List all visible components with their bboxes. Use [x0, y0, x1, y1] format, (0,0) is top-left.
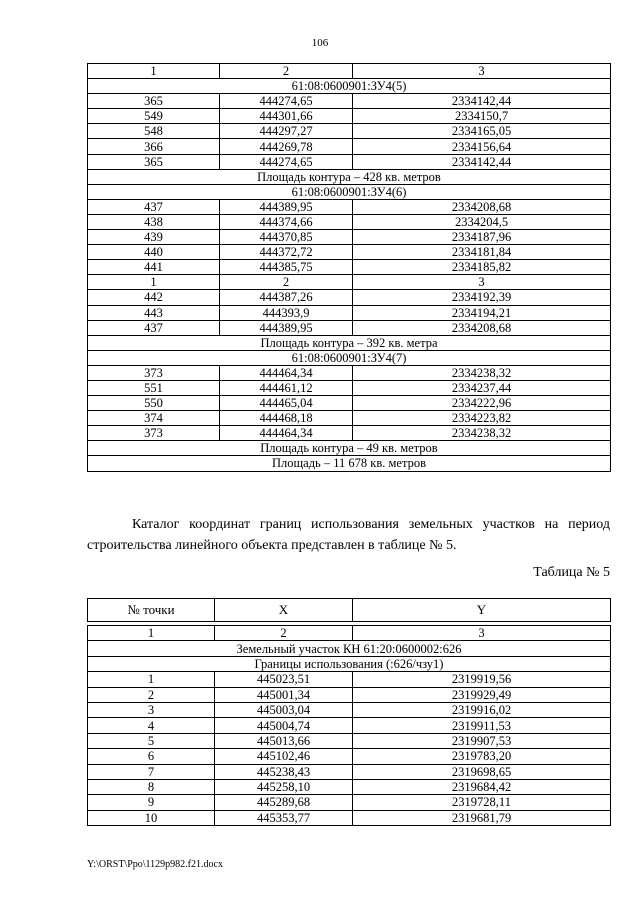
catalog-paragraph: Каталог координат границ использования земельных участков на период строительства линейного объекта представлен в таблице № 5. — [87, 517, 610, 553]
table1-x-coordinate: 444274,65 — [220, 154, 353, 169]
table1-row — [88, 245, 611, 260]
page-number: 106 — [311, 37, 329, 49]
table1-y-coordinate: 2334185,82 — [353, 260, 611, 275]
table1-y-coordinate: 2334142,44 — [353, 94, 611, 109]
table1-x-coordinate: 444372,72 — [220, 245, 353, 260]
table1-y-coordinate: 3 — [353, 275, 611, 290]
table1-row — [88, 154, 611, 169]
table1-point-number: 374 — [88, 411, 220, 426]
table1-section-row — [88, 441, 611, 456]
table1-point-number: 549 — [88, 109, 220, 124]
table1-y-coordinate: 2334194,21 — [353, 305, 611, 320]
table5-row — [88, 672, 611, 687]
table5-y-coordinate: 2319783,20 — [353, 749, 611, 764]
table1-row — [88, 305, 611, 320]
table1-x-coordinate: 444464,34 — [220, 426, 353, 441]
table1-row — [88, 320, 611, 335]
table5-header-cell: 1 — [88, 626, 215, 641]
table5-y-coordinate: 2319684,42 — [353, 779, 611, 794]
table5-point-number: 1 — [88, 672, 215, 687]
table5-body — [88, 626, 611, 826]
table1-row — [88, 124, 611, 139]
table5-row — [88, 810, 611, 825]
table5-y-coordinate: 2319911,53 — [353, 718, 611, 733]
table1-point-number: 373 — [88, 426, 220, 441]
table1-header-row — [88, 64, 611, 79]
table1-row — [88, 290, 611, 305]
table5-point-number: 10 — [88, 810, 215, 825]
table1-y-coordinate: 2334165,05 — [353, 124, 611, 139]
table1-point-number: 551 — [88, 380, 220, 395]
table1-row — [88, 260, 611, 275]
table5-point-number: 5 — [88, 733, 215, 748]
table5-row — [88, 702, 611, 717]
table1-row — [88, 426, 611, 441]
table1-x-coordinate: 444274,65 — [220, 94, 353, 109]
table5-x-coordinate: 445289,68 — [215, 795, 353, 810]
table5-header-row — [88, 626, 611, 641]
table1-y-coordinate: 2334208,68 — [353, 199, 611, 214]
table5-row — [88, 764, 611, 779]
table1-section-label: 61:08:0600901:ЗУ4(5) — [88, 79, 611, 94]
coordinates-table-continued — [87, 63, 611, 472]
table1-section-row — [88, 350, 611, 365]
table1-section-label: 61:08:0600901:ЗУ4(7) — [88, 350, 611, 365]
table1-header-cell: 2 — [220, 64, 353, 79]
table1-row — [88, 396, 611, 411]
table1-x-coordinate: 444387,26 — [220, 290, 353, 305]
table1-point-number: 443 — [88, 305, 220, 320]
table1-row — [88, 94, 611, 109]
table1-point-number: 365 — [88, 94, 220, 109]
table1-section-label: Площадь – 11 678 кв. метров — [88, 456, 611, 471]
table1-x-coordinate: 444393,9 — [220, 305, 353, 320]
table5-y-coordinate: 2319907,53 — [353, 733, 611, 748]
table1-body — [88, 64, 611, 472]
table5-x-coordinate: 445001,34 — [215, 687, 353, 702]
table5-point-number: 6 — [88, 749, 215, 764]
table5-row — [88, 718, 611, 733]
column-header-point-number: № точки — [88, 599, 215, 622]
table1-section-label: Площадь контура – 49 кв. метров — [88, 441, 611, 456]
table1-y-coordinate: 2334208,68 — [353, 320, 611, 335]
table1-y-coordinate: 2334142,44 — [353, 154, 611, 169]
table5-y-coordinate: 2319698,65 — [353, 764, 611, 779]
table5-row — [88, 749, 611, 764]
table1-point-number: 438 — [88, 214, 220, 229]
table1-y-coordinate: 2334238,32 — [353, 426, 611, 441]
table5-column-header-row — [88, 599, 611, 622]
table5-row — [88, 795, 611, 810]
table1-row — [88, 365, 611, 380]
table1-header-cell: 3 — [353, 64, 611, 79]
table1-point-number: 437 — [88, 199, 220, 214]
table5-point-number: 2 — [88, 687, 215, 702]
table1-point-number: 441 — [88, 260, 220, 275]
table5-y-coordinate: 2319919,56 — [353, 672, 611, 687]
table1-section-label: Площадь контура – 428 кв. метров — [88, 169, 611, 184]
table5-column-headers — [87, 598, 611, 622]
table5-point-number: 3 — [88, 702, 215, 717]
table1-section-row — [88, 184, 611, 199]
table1-x-coordinate: 444389,95 — [220, 320, 353, 335]
column-header-y: Y — [353, 599, 611, 622]
table5-header-cell: 3 — [353, 626, 611, 641]
table1-x-coordinate: 444301,66 — [220, 109, 353, 124]
table1-x-coordinate: 444374,66 — [220, 214, 353, 229]
table1-row — [88, 214, 611, 229]
table1-x-coordinate: 444461,12 — [220, 380, 353, 395]
table1-point-number: 550 — [88, 396, 220, 411]
table1-y-coordinate: 2334181,84 — [353, 245, 611, 260]
footer-file-path: Y:\ORST\Ppo\1129p982.f21.docx — [87, 859, 223, 870]
table1-x-coordinate: 2 — [220, 275, 353, 290]
table1-x-coordinate: 444370,85 — [220, 230, 353, 245]
table1-y-coordinate: 2334204,5 — [353, 214, 611, 229]
table5-x-coordinate: 445013,66 — [215, 733, 353, 748]
table5-x-coordinate: 445353,77 — [215, 810, 353, 825]
table5-x-coordinate: 445238,43 — [215, 764, 353, 779]
table1-section-row — [88, 456, 611, 471]
table5-point-number: 4 — [88, 718, 215, 733]
table1-x-coordinate: 444464,34 — [220, 365, 353, 380]
table5-section-label: Земельный участок КН 61:20:0600002:626 — [88, 641, 611, 656]
table5-x-coordinate: 445004,74 — [215, 718, 353, 733]
table-caption: Таблица № 5 — [533, 565, 610, 580]
table5-x-coordinate: 445102,46 — [215, 749, 353, 764]
table5-section-label: Границы использования (:626/чзу1) — [88, 656, 611, 671]
table5-row — [88, 779, 611, 794]
table1-x-coordinate: 444297,27 — [220, 124, 353, 139]
table1-point-number: 373 — [88, 365, 220, 380]
table1-x-coordinate: 444269,78 — [220, 139, 353, 154]
table1-section-row — [88, 169, 611, 184]
table5-header-cell: 2 — [215, 626, 353, 641]
table1-x-coordinate: 444468,18 — [220, 411, 353, 426]
table1-point-number: 1 — [88, 275, 220, 290]
table1-section-row — [88, 79, 611, 94]
table5 — [87, 625, 611, 826]
table5-section-row — [88, 641, 611, 656]
table1-row — [88, 109, 611, 124]
table5-section-row — [88, 656, 611, 671]
table5-y-coordinate: 2319681,79 — [353, 810, 611, 825]
table5-point-number: 9 — [88, 795, 215, 810]
table1-row — [88, 275, 611, 290]
table1-x-coordinate: 444385,75 — [220, 260, 353, 275]
table1-row — [88, 380, 611, 395]
table5-y-coordinate: 2319728,11 — [353, 795, 611, 810]
table1-y-coordinate: 2334238,32 — [353, 365, 611, 380]
table1-y-coordinate: 2334237,44 — [353, 380, 611, 395]
table1-header-cell: 1 — [88, 64, 220, 79]
table1-x-coordinate: 444465,04 — [220, 396, 353, 411]
table5-y-coordinate: 2319916,02 — [353, 702, 611, 717]
table1-y-coordinate: 2334192,39 — [353, 290, 611, 305]
table1-point-number: 439 — [88, 230, 220, 245]
table1-point-number: 548 — [88, 124, 220, 139]
table5-row — [88, 733, 611, 748]
table1-point-number: 440 — [88, 245, 220, 260]
table5-x-coordinate: 445003,04 — [215, 702, 353, 717]
table1-point-number: 437 — [88, 320, 220, 335]
table1-row — [88, 199, 611, 214]
table1-y-coordinate: 2334187,96 — [353, 230, 611, 245]
table1-row — [88, 230, 611, 245]
table1-section-label: Площадь контура – 392 кв. метра — [88, 335, 611, 350]
table5-y-coordinate: 2319929,49 — [353, 687, 611, 702]
table1-row — [88, 139, 611, 154]
table5-x-coordinate: 445258,10 — [215, 779, 353, 794]
table5-row — [88, 687, 611, 702]
table1-point-number: 442 — [88, 290, 220, 305]
table1-x-coordinate: 444389,95 — [220, 199, 353, 214]
table1-point-number: 366 — [88, 139, 220, 154]
table1-y-coordinate: 2334156,64 — [353, 139, 611, 154]
table1-y-coordinate: 2334150,7 — [353, 109, 611, 124]
table1-row — [88, 411, 611, 426]
table1-section-label: 61:08:0600901:ЗУ4(6) — [88, 184, 611, 199]
table5-point-number: 8 — [88, 779, 215, 794]
table1-point-number: 365 — [88, 154, 220, 169]
table5-x-coordinate: 445023,51 — [215, 672, 353, 687]
table1-y-coordinate: 2334222,96 — [353, 396, 611, 411]
table5-point-number: 7 — [88, 764, 215, 779]
column-header-x: X — [215, 599, 353, 622]
table1-y-coordinate: 2334223,82 — [353, 411, 611, 426]
table1-section-row — [88, 335, 611, 350]
